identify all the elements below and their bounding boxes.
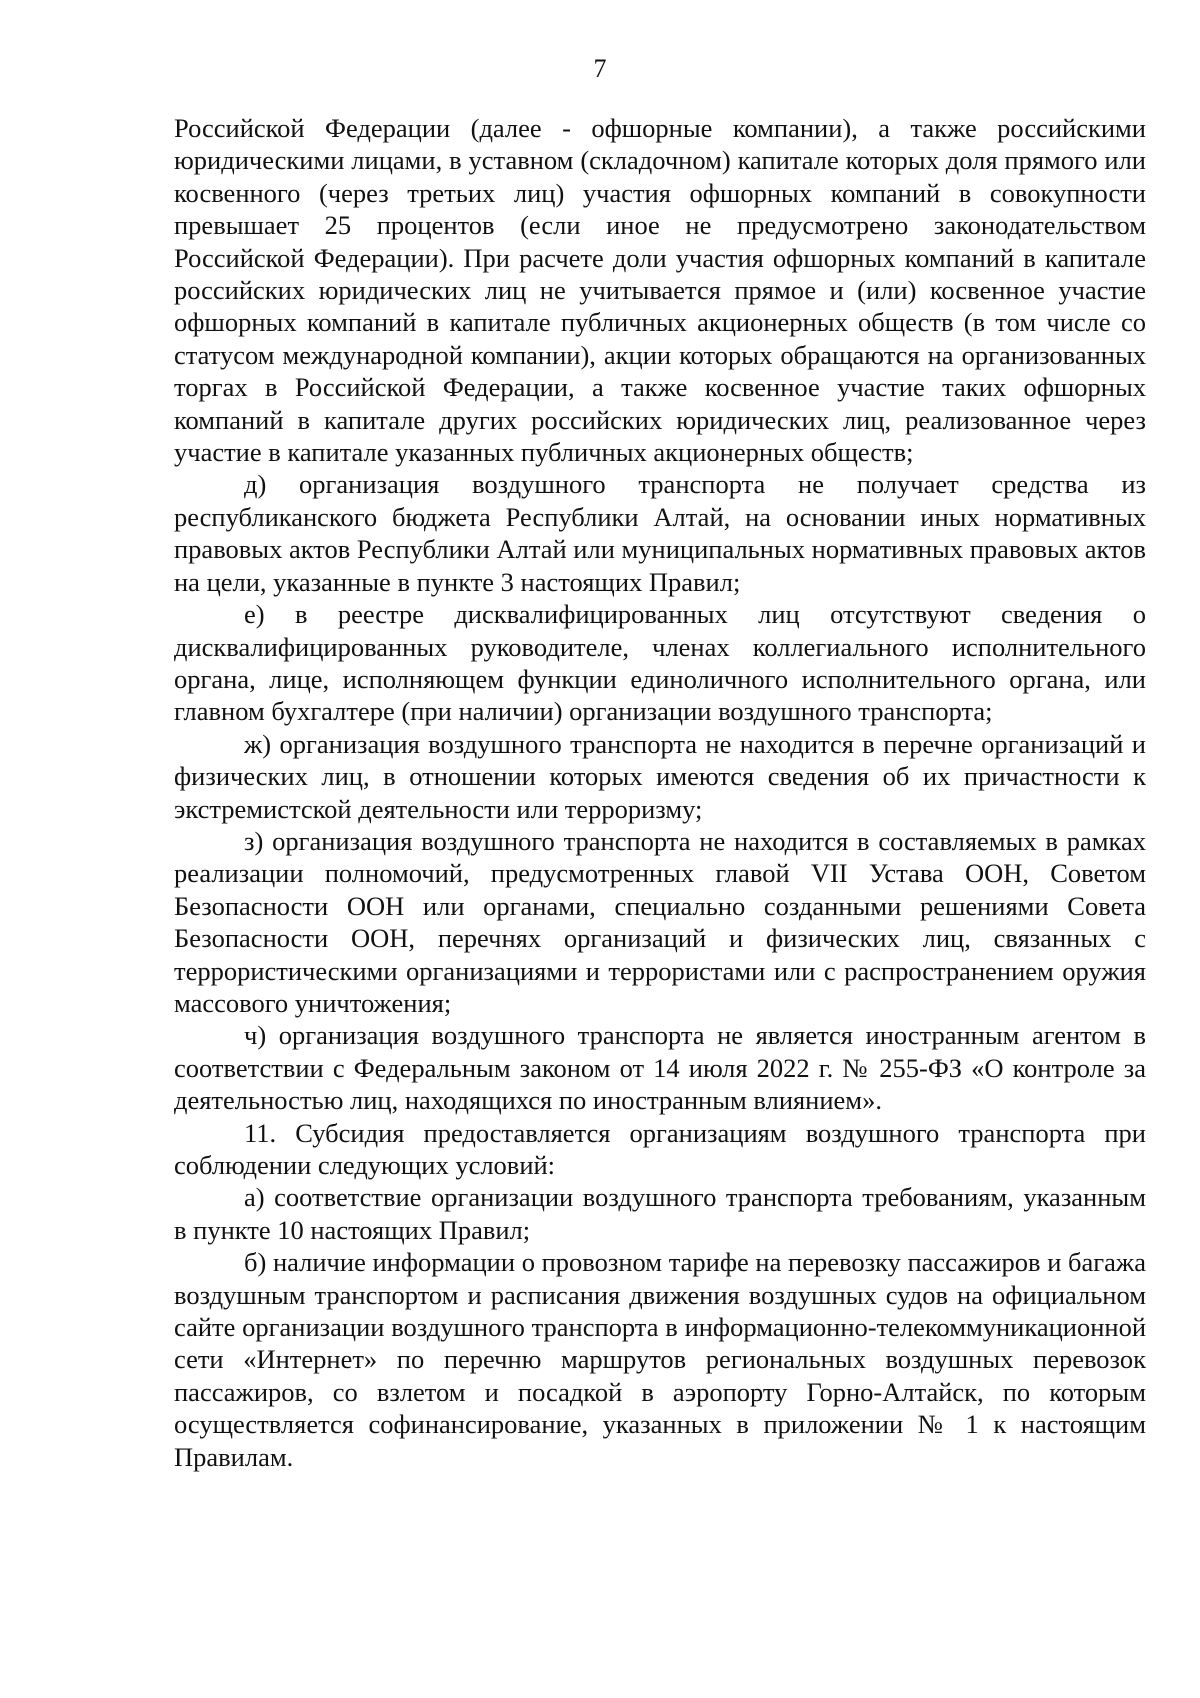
document-body [174,112,1146,1473]
paragraph-item-e: е) в реестре дисквалифицированных лиц отсутствуют сведения о дисквалифицированных руководителе, членах коллегиального исполнительного органа, лице, исполняющем функции единоличного исполнительного органа, или главном бухгалтере (при наличии) организации воздушного транспорта; [174,599,1146,727]
paragraph-item-z: з) организация воздушного транспорта не находится в составляемых в рамках реализации полномочий, предусмотренных главой VII Устава ООН, Советом Безопасности ООН или органами, специально созданными решениями Совета Безопасности ООН, перечнях организаций и физических лиц, связанных с террористическими организациями и террористами или с распространением оружия массового уничтожения; [174,825,1146,1018]
paragraph-item-b: б) наличие информации о провозном тарифе на перевозку пассажиров и багажа воздушным транспортом и расписания движения воздушных судов на официальном сайте организации воздушного транспорта в информационно-телекоммуникационной сети «Интернет» по перечню маршрутов региональных воздушных перевозок пассажиров, со взлетом и посадкой в аэропорту Горно-Алтайск, по которым осуществляется софинансирование, указанных в приложении № 1 к настоящим Правилам. [174,1247,1146,1472]
paragraph-offshore-continuation: Российской Федерации (далее - офшорные компании), а также российскими юридическими лицами, в уставном (складочном) капитале которых доля прямого или косвенного (через третьих лиц) участия офшорных компаний в совокупности превышает 25 процентов (если иное не предусмотрено законодательством Российской Федерации). При расчете доли участия офшорных компаний в капитале российских юридических лиц не учитывается прямое и (или) косвенное участие офшорных компаний в капитале публичных акционерных обществ (в том числе со статусом международной компании), акции которых обращаются на организованных торгах в Российской Федерации, а также косвенное участие таких офшорных компаний в капитале других российских юридических лиц, реализованное через участие в капитале указанных публичных акционерных обществ; [174,113,1146,468]
paragraph-item-ch: ч) организация воздушного транспорта не является иностранным агентом в соответствии с Федеральным законом от 14 июля 2022 г. № 255-ФЗ «О контроле за деятельностью лиц, находящихся по иностранным влиянием». [174,1020,1146,1116]
paragraph-item-d: д) организация воздушного транспорта не получает средства из республиканского бюджета Республики Алтай, на основании иных нормативных правовых актов Республики Алтай или муниципальных нормативных правовых актов на цели, указанные в пункте 3 настоящих Правил; [174,469,1146,597]
page-number: 7 [593,54,607,83]
paragraph-item-a: а) соответствие организации воздушного транспорта требованиям, указанным в пункте 10 настоящих Правил; [174,1182,1146,1245]
paragraph-clause-11: 11. Субсидия предоставляется организациям воздушного транспорта при соблюдении следующих условий: [174,1117,1146,1180]
paragraph-item-zh: ж) организация воздушного транспорта не находится в перечне организаций и физических лиц, в отношении которых имеются сведения об их причастности к экстремистской деятельности или терроризму; [174,728,1146,824]
